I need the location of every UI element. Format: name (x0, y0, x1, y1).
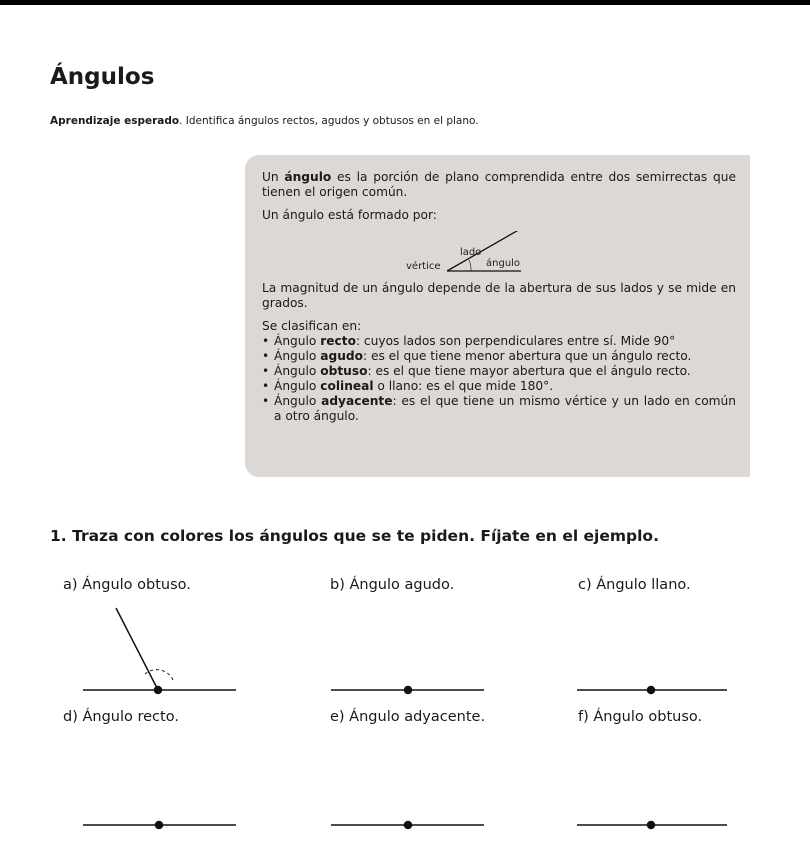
definition-paragraph: Un ángulo es la porción de plano comprendida entre dos semirrectas que tienen el origen común. (262, 170, 736, 199)
classification-list (262, 334, 736, 424)
magnitude-paragraph: La magnitud de un ángulo depende de la abertura de sus lados y se mide en grados. (262, 281, 736, 310)
parts-intro: Un ángulo está formado por: (262, 208, 437, 222)
exercise-d-label: d) Ángulo recto. (63, 709, 179, 725)
definition-box (245, 155, 750, 477)
segment-d (83, 822, 236, 829)
list-item: • Ángulo obtuso: es el que tiene mayor abertura que el ángulo recto. (262, 364, 736, 379)
classification-intro: Se clasifican en: (262, 319, 362, 333)
exercise-e-label: e) Ángulo adyacente. (330, 709, 486, 725)
segment-e (331, 822, 484, 829)
label-lado: lado (460, 247, 482, 258)
label-vertice: vértice (406, 261, 441, 272)
learning-goal-label: Aprendizaje esperado (50, 115, 180, 127)
list-item: • Ángulo adyacente: es el que tiene un mismo vértice y un lado en común a otro ángulo. (262, 394, 736, 424)
exercise-a-label: a) Ángulo obtuso. (63, 577, 191, 593)
segment-b (331, 687, 484, 694)
page-title: Ángulos (50, 64, 155, 90)
example-obtuse-angle (83, 608, 236, 694)
top-bar (0, 0, 810, 5)
list-item: • Ángulo recto: cuyos lados son perpendiculares entre sí. Mide 90° (262, 334, 736, 349)
learning-goal (50, 115, 479, 127)
exercise-b-label: b) Ángulo agudo. (330, 577, 455, 593)
list-item: • Ángulo colineal o llano: es el que mide 180°. (262, 379, 736, 394)
learning-goal-text: . Identifica ángulos rectos, agudos y obtusos en el plano. (179, 115, 479, 127)
list-item: • Ángulo agudo: es el que tiene menor abertura que un ángulo recto. (262, 349, 736, 364)
exercise-f-label: f) Ángulo obtuso. (578, 709, 703, 725)
exercise-c-label: c) Ángulo llano. (578, 577, 691, 593)
angle-diagram (262, 231, 736, 275)
exercise-heading: 1. Traza con colores los ángulos que se te piden. Fíjate en el ejemplo. (50, 527, 659, 545)
angle-diagram-svg (262, 231, 742, 275)
segment-f (577, 822, 727, 829)
label-angulo: ángulo (486, 258, 521, 269)
segment-c (577, 687, 727, 694)
